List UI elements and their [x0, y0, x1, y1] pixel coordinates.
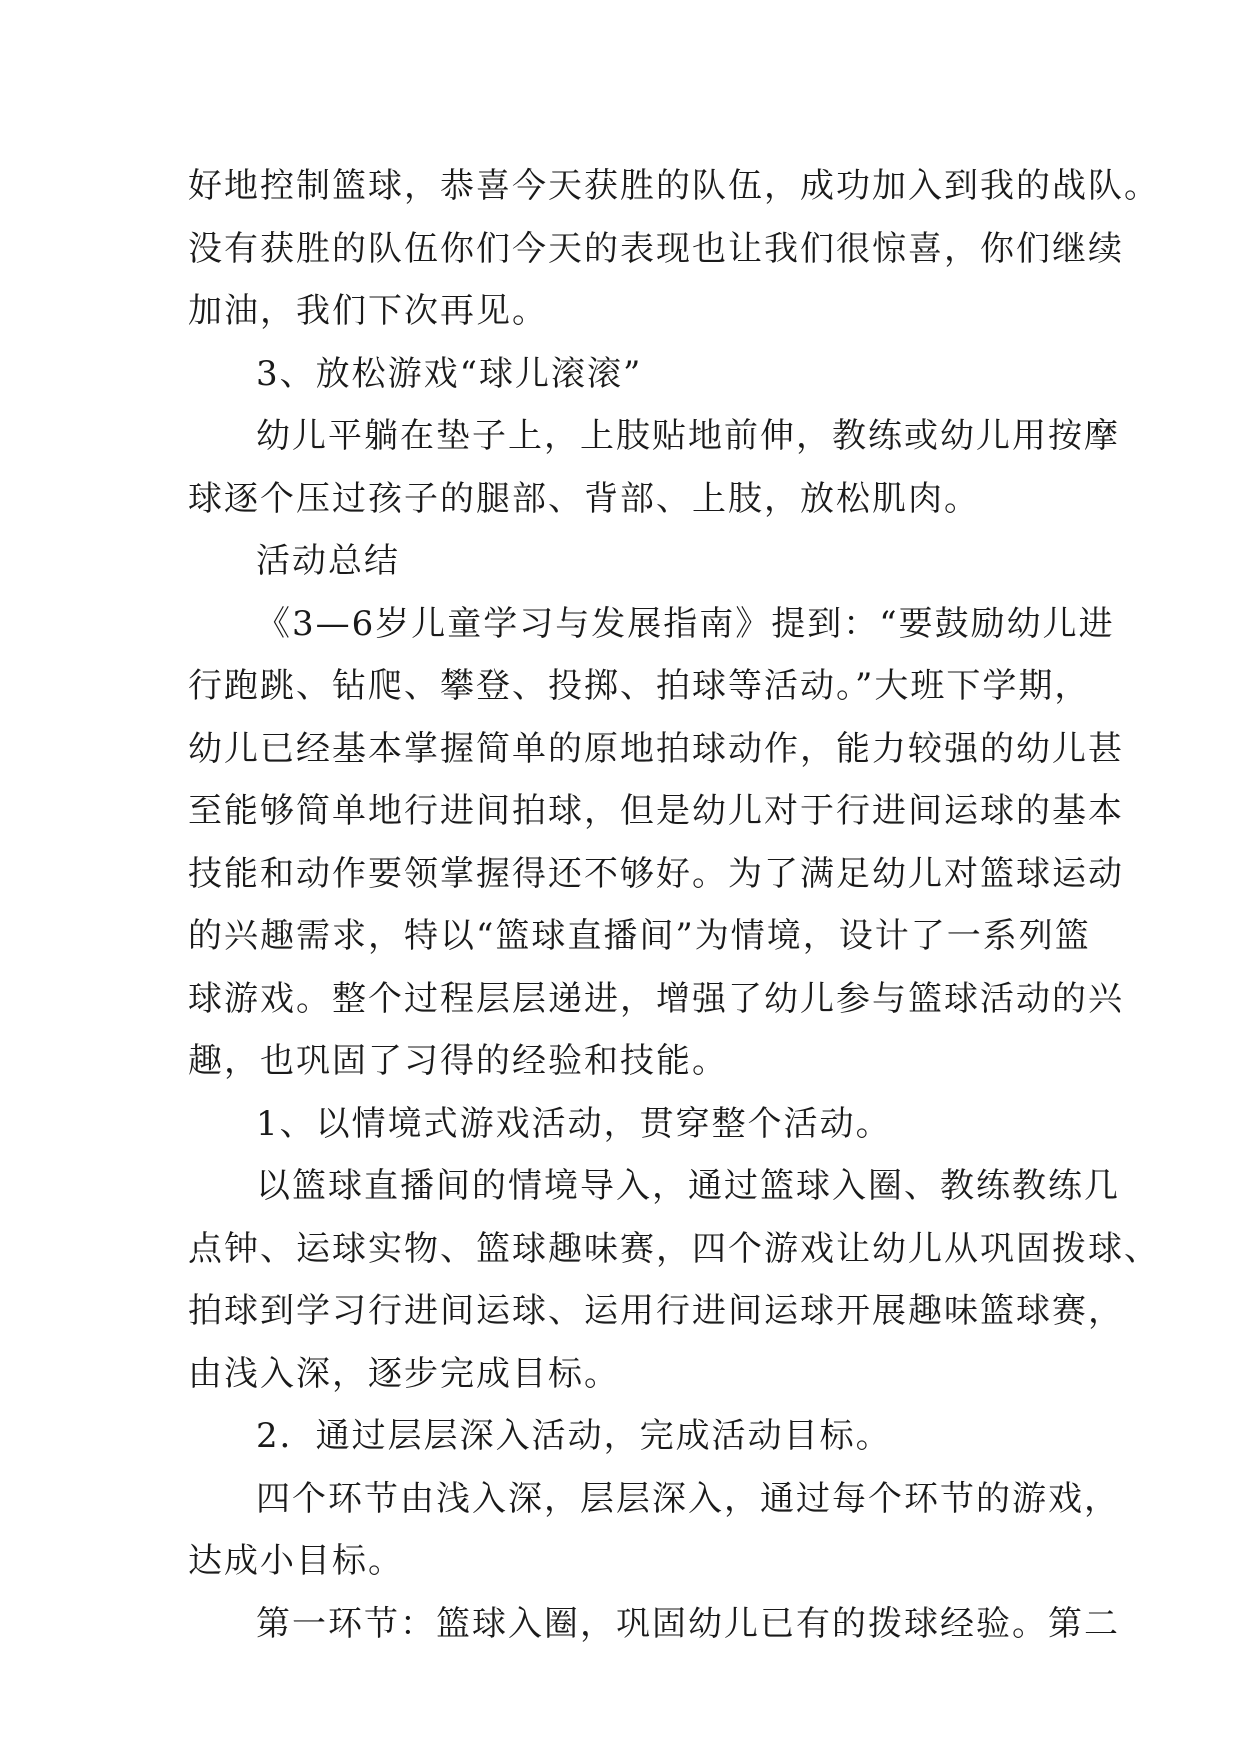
text-line: 至能够简单地行进间拍球，但是幼儿对于行进间运球的基本: [188, 791, 1124, 831]
text-line: 趣，也巩固了习得的经验和技能。: [188, 1041, 728, 1081]
text-line: 以篮球直播间的情境导入，通过篮球入圈、教练教练几: [256, 1166, 1120, 1206]
text-line: 拍球到学习行进间运球、运用行进间运球开展趣味篮球赛，: [188, 1291, 1124, 1331]
text-line: 四个环节由浅入深，层层深入，通过每个环节的游戏，: [256, 1478, 1120, 1519]
text-line: 《3—6岁儿童学习与发展指南》提到：“要鼓励幼儿进: [256, 603, 1115, 644]
text-line: 由浅入深，逐步完成目标。: [188, 1353, 620, 1394]
section-heading: 2．通过层层深入活动，完成活动目标。: [256, 1416, 892, 1456]
text-line: 的兴趣需求，特以“篮球直播间”为情境，设计了一系列篮: [188, 916, 1091, 956]
text-line: 幼儿已经基本掌握简单的原地拍球动作，能力较强的幼儿甚: [188, 728, 1124, 769]
text-line: 球游戏。整个过程层层递进，增强了幼儿参与篮球活动的兴: [188, 978, 1124, 1019]
section-heading: 3、放松游戏“球儿滚滚”: [256, 353, 643, 394]
text-line: 加油，我们下次再见。: [188, 291, 548, 331]
section-heading: 活动总结: [256, 541, 400, 581]
text-line: 球逐个压过孩子的腿部、背部、上肢，放松肌肉。: [188, 478, 980, 519]
text-line: 好地控制篮球，恭喜今天获胜的队伍，成功加入到我的战队。: [188, 166, 1160, 206]
text-line: 幼儿平躺在垫子上，上肢贴地前伸，教练或幼儿用按摩: [256, 416, 1120, 456]
body-text: [188, 155, 1160, 1655]
text-line: 行跑跳、钻爬、攀登、投掷、拍球等活动。”大班下学期，: [188, 666, 1091, 706]
text-line: 达成小目标。: [188, 1541, 404, 1581]
text-line: 第一环节：篮球入圈，巩固幼儿已有的拨球经验。第二: [256, 1603, 1120, 1644]
text-line: 没有获胜的队伍你们今天的表现也让我们很惊喜，你们继续: [188, 228, 1124, 269]
section-heading: 1、以情境式游戏活动，贯穿整个活动。: [256, 1103, 892, 1144]
text-line: 点钟、运球实物、篮球趣味赛，四个游戏让幼儿从巩固拨球、: [188, 1228, 1160, 1269]
text-line: 技能和动作要领掌握得还不够好。为了满足幼儿对篮球运动: [188, 853, 1124, 894]
